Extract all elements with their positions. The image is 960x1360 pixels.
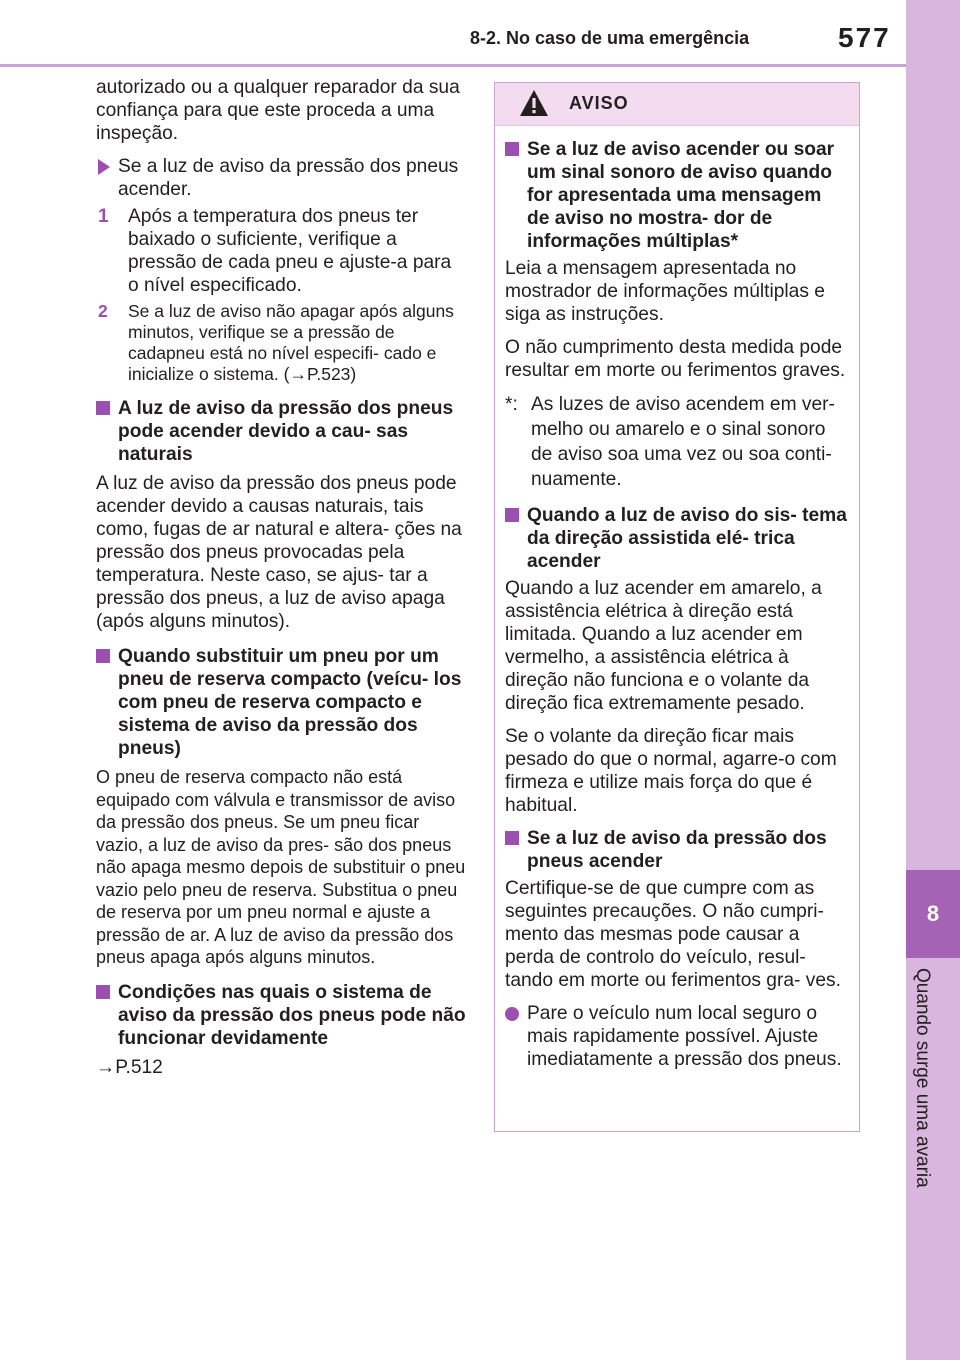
left-column <box>96 76 466 1089</box>
intro-paragraph: autorizado ou a qualquer reparador da sua confiança para que este proceda a uma inspeção. <box>96 77 460 144</box>
warning-paragraph: Leia a mensagem apresentada no mostrador de informações múltiplas e siga as instruções. <box>505 258 825 325</box>
warning-header <box>495 83 859 126</box>
page-number: 577 <box>838 22 891 53</box>
step-number: 2 <box>98 301 108 321</box>
section-heading <box>96 397 466 466</box>
footnote-mark: *: <box>505 394 518 415</box>
section-heading-text: A luz de aviso da pressão dos pneus pode acender devido a cau- sas naturais <box>118 398 454 465</box>
warning-triangle-icon <box>519 89 549 117</box>
warning-section-heading <box>505 138 849 253</box>
square-bullet-icon <box>505 142 519 156</box>
footnote-text: As luzes de aviso acendem em ver- melho ou amarelo e o sinal sonoro de aviso soa uma vez ou soa conti- nuamente. <box>531 394 835 490</box>
triangle-bullet-icon <box>98 159 110 175</box>
section-title: 8-2. No caso de uma emergência <box>470 28 750 48</box>
square-bullet-icon <box>96 985 110 999</box>
section-heading-text: Quando substituir um pneu por um pneu de reserva compacto (veícu- los com pneu de reserva compacto e sistema de aviso da pressão dos pneus) <box>118 646 462 759</box>
warning-section-heading <box>505 504 849 573</box>
warning-paragraph: O não cumprimento desta medida pode resultar em morte ou ferimentos graves. <box>505 337 846 381</box>
footnote <box>505 392 849 492</box>
list-item <box>505 1002 849 1071</box>
square-bullet-icon <box>505 508 519 522</box>
warning-paragraph: Se o volante da direção ficar mais pesado do que o normal, agarre-o com firmeza e utilize mais força do que é habitual. <box>505 726 837 816</box>
warning-label: AVISO <box>569 93 629 113</box>
square-bullet-icon <box>96 401 110 415</box>
section-body: A luz de aviso da pressão dos pneus pode acender devido a causas naturais, tais como, fugas de ar natural e altera- ções na pressão dos pneus provocadas pela temperatura. Neste caso, se ajus- tar a pressão dos pneus, a luz de aviso apaga (após alguns minutos). <box>96 473 462 632</box>
section-heading-text: Se a luz de aviso da pressão dos pneus acender <box>527 828 827 872</box>
section-heading <box>96 645 466 760</box>
step-text: Se a luz de aviso não apagar após alguns minutos, verifique se a pressão de cadapneu está no nível especifi- cado e inicialize o sistema. (→P.523) <box>128 301 454 384</box>
step-number: 1 <box>98 206 109 227</box>
step-item <box>96 205 466 297</box>
square-bullet-icon <box>96 649 110 663</box>
bullet-text: Se a luz de aviso da pressão dos pneus acender. <box>118 156 459 200</box>
warning-paragraph: Certifique-se de que cumpre com as seguintes precauções. O não cumpri- mento das mesmas pode causar a perda de controlo do veículo, resul- tando em morte ou ferimentos gra- ves. <box>505 878 841 991</box>
warning-paragraph: Quando a luz acender em amarelo, a assistência elétrica à direção está limitada. Quando a luz acender em vermelho, a assistência elétrica à direção não funciona e o volante da direção fica extremamente pesado. <box>505 578 822 714</box>
section-heading <box>96 981 466 1050</box>
warning-body <box>495 126 859 1071</box>
square-bullet-icon <box>505 831 519 845</box>
chapter-number-tab[interactable]: 8 <box>906 870 960 958</box>
section-body: O pneu de reserva compacto não está equipado com válvula e transmissor de aviso da pressão dos pneus. Se um pneu ficar vazio, a luz de aviso da pres- são dos pneus não apaga mesmo depois de substituir o pneu vazio pelo pneu de reserva. Substitua o pneu de reserva por um pneu normal e ajuste a pressão de ar. A luz de aviso da pressão dos pneus apaga após alguns minutos. <box>96 767 466 967</box>
chapter-title-text: Quando surge uma avaria <box>912 968 933 1188</box>
warning-box <box>494 82 860 1132</box>
chapter-title-tab <box>906 968 960 1248</box>
section-heading-text: Condições nas quais o sistema de aviso da pressão dos pneus pode não funcionar devidamente <box>118 981 466 1049</box>
triangle-bullet-item <box>96 155 466 201</box>
step-item <box>96 301 466 385</box>
warning-section-heading <box>505 827 849 873</box>
section-heading-text: Quando a luz de aviso do sis- tema da direção assistida elé- trica acender <box>527 505 847 572</box>
step-text: Após a temperatura dos pneus ter baixado o suficiente, verifique a pressão de cada pneu e ajuste-a para o nível especificado. <box>128 206 452 296</box>
page-reference-link[interactable]: →P.512 <box>96 1056 163 1078</box>
section-heading-text: Se a luz de aviso acender ou soar um sinal sonoro de aviso quando for apresentada uma mensagem de aviso no mostra- dor de informações múltiplas* <box>527 139 835 252</box>
list-item-text: Pare o veículo num local seguro o mais rapidamente possível. Ajuste imediatamente a pressão dos pneus. <box>527 1003 842 1070</box>
header-rule <box>0 64 906 67</box>
circle-bullet-icon <box>505 1007 519 1021</box>
